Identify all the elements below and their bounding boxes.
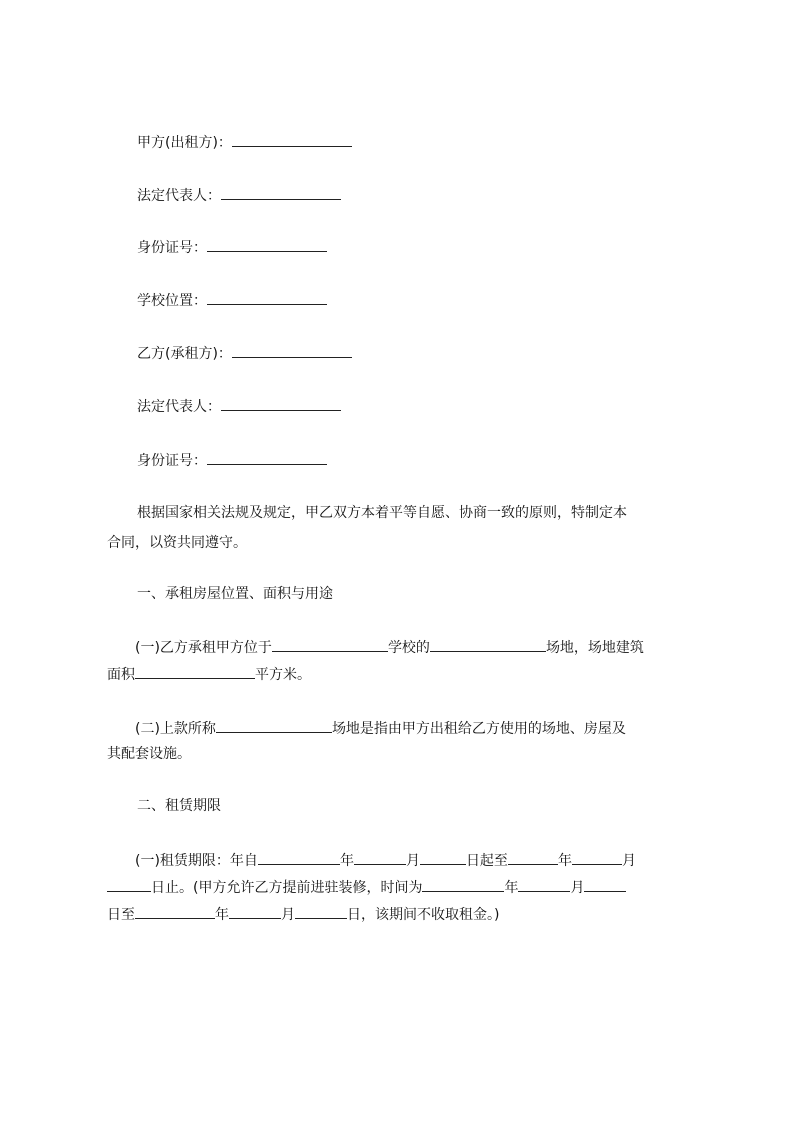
school-location-label: 学校位置： (137, 293, 207, 309)
clause-text: 日，该期间不收取租金。) (347, 907, 500, 923)
party-a-field (137, 132, 352, 153)
clause-text: 年 (504, 880, 519, 896)
clause-1-2-line-2: 其配套设施。 (107, 746, 191, 762)
location-blank[interactable] (272, 637, 388, 652)
clause-text: (甲方允许乙方提前进驻装修，时间为 (193, 880, 423, 896)
site-blank[interactable] (430, 637, 546, 652)
clause-text: 平方米。 (255, 667, 311, 683)
clause-2-1-line-3 (107, 904, 499, 925)
site-name-blank[interactable] (216, 718, 332, 733)
clause-text: (一)乙方承租甲方位于 (135, 640, 272, 656)
party-b-field (137, 343, 352, 364)
clause-text: 日起至 (465, 853, 508, 869)
party-b-id-field (137, 450, 327, 471)
decoration-start-day-blank[interactable] (584, 877, 626, 892)
clause-1-1-line-1 (135, 637, 644, 658)
party-a-blank[interactable] (232, 132, 352, 147)
area-blank[interactable] (135, 664, 255, 679)
party-a-legal-rep-field (137, 185, 341, 206)
party-a-id-label: 身份证号： (137, 240, 207, 256)
clause-text: 月 (281, 907, 295, 923)
start-year-blank[interactable] (258, 850, 340, 865)
decoration-start-month-blank[interactable] (518, 877, 570, 892)
party-b-legal-rep-blank[interactable] (221, 396, 341, 411)
school-location-blank[interactable] (207, 290, 327, 305)
clause-text: 月 (570, 880, 585, 896)
decoration-start-year-blank[interactable] (422, 877, 504, 892)
school-location-field (137, 290, 327, 311)
decoration-end-day-blank[interactable] (295, 904, 347, 919)
party-b-id-blank[interactable] (207, 450, 327, 465)
party-b-blank[interactable] (232, 343, 352, 358)
clause-text: (二)上款所称 (135, 721, 216, 737)
clause-text: 面积 (107, 667, 135, 683)
end-month-blank[interactable] (572, 850, 622, 865)
clause-text: 年 (339, 853, 354, 869)
preamble-line-1: 根据国家相关法规及规定，甲乙双方本着平等自愿、协商一致的原则，特制定本 (137, 505, 627, 521)
clause-text: 场地，场地建筑 (545, 640, 644, 656)
party-a-legal-rep-blank[interactable] (221, 185, 341, 200)
clause-text: 年 (557, 853, 572, 869)
clause-text: (一)租赁期限：年自 (135, 853, 258, 869)
clause-text: 日至 (107, 907, 135, 923)
clause-text: 日止。 (151, 880, 193, 896)
clause-text: 月 (621, 853, 636, 869)
party-b-id-label: 身份证号： (137, 453, 207, 469)
start-day-blank[interactable] (420, 850, 466, 865)
clause-text: 场地是指由甲方出租给乙方使用的场地、房屋及 (331, 721, 626, 737)
party-b-legal-rep-label: 法定代表人： (137, 399, 221, 415)
party-a-legal-rep-label: 法定代表人： (137, 188, 221, 204)
clause-1-1-line-2 (107, 664, 311, 685)
clause-1-2-line-1 (135, 718, 626, 739)
clause-2-1-line-1 (135, 850, 636, 871)
end-year-blank[interactable] (508, 850, 558, 865)
section-1-heading: 一、承租房屋位置、面积与用途 (137, 586, 333, 602)
clause-text: 月 (405, 853, 420, 869)
end-day-blank[interactable] (107, 877, 151, 892)
decoration-end-year-blank[interactable] (135, 904, 215, 919)
start-month-blank[interactable] (354, 850, 406, 865)
clause-2-1-line-2 (107, 877, 626, 898)
clause-text: 学校的 (387, 640, 430, 656)
party-b-label: 乙方(承租方)： (137, 346, 232, 362)
party-a-label: 甲方(出租方)： (137, 135, 232, 151)
party-a-id-field (137, 237, 327, 258)
preamble-line-2: 合同，以资共同遵守。 (107, 535, 247, 551)
section-2-heading: 二、租赁期限 (137, 798, 221, 814)
clause-text: 年 (215, 907, 229, 923)
party-b-legal-rep-field (137, 396, 341, 417)
decoration-end-month-blank[interactable] (229, 904, 281, 919)
party-a-id-blank[interactable] (207, 237, 327, 252)
